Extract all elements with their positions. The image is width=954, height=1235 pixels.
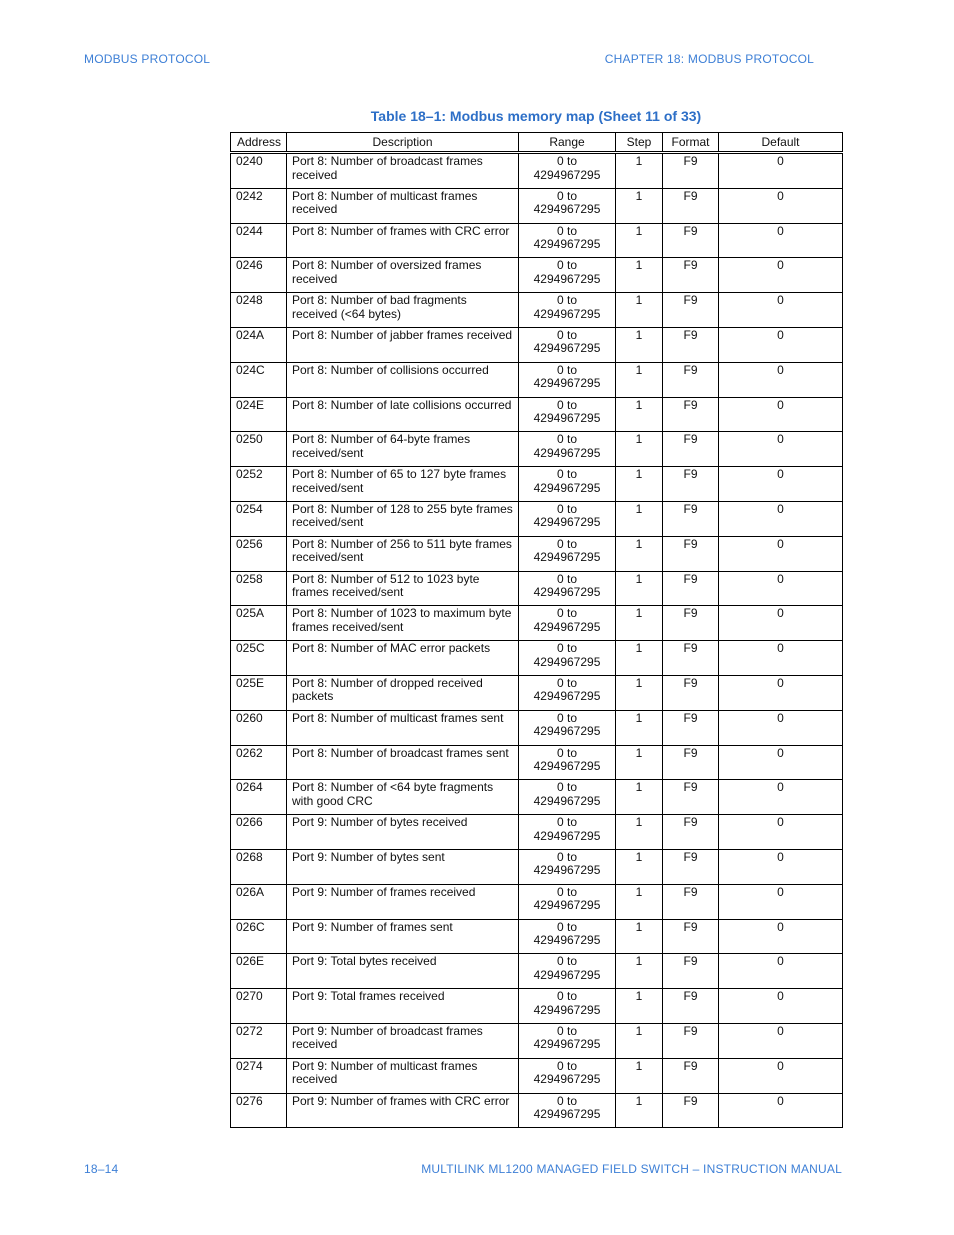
table-row [231, 745, 843, 780]
cell-range: 0 to 4294967295 [519, 606, 616, 641]
cell-description: Port 8: Number of 128 to 255 byte frames received/sent [287, 501, 519, 536]
cell-address: 026A [231, 884, 287, 919]
cell-range: 0 to 4294967295 [519, 989, 616, 1024]
table-row [231, 919, 843, 954]
cell-default: 0 [719, 223, 843, 258]
cell-step: 1 [616, 780, 663, 815]
table-header-row [231, 133, 843, 153]
cell-default: 0 [719, 815, 843, 850]
cell-range: 0 to 4294967295 [519, 258, 616, 293]
cell-default: 0 [719, 397, 843, 432]
cell-range: 0 to 4294967295 [519, 536, 616, 571]
cell-address: 0262 [231, 745, 287, 780]
cell-range: 0 to 4294967295 [519, 571, 616, 606]
cell-step: 1 [616, 188, 663, 223]
cell-range: 0 to 4294967295 [519, 362, 616, 397]
cell-default: 0 [719, 1023, 843, 1058]
cell-step: 1 [616, 223, 663, 258]
cell-range: 0 to 4294967295 [519, 293, 616, 328]
cell-address: 0272 [231, 1023, 287, 1058]
modbus-memory-map-table [230, 132, 843, 1128]
running-header-right: CHAPTER 18: MODBUS PROTOCOL [604, 52, 814, 66]
cell-range: 0 to 4294967295 [519, 501, 616, 536]
cell-range: 0 to 4294967295 [519, 1023, 616, 1058]
cell-format: F9 [663, 223, 719, 258]
cell-address: 0256 [231, 536, 287, 571]
table-row [231, 397, 843, 432]
cell-description: Port 8: Number of multicast frames received [287, 188, 519, 223]
cell-description: Port 8: Number of 256 to 511 byte frames received/sent [287, 536, 519, 571]
cell-address: 0244 [231, 223, 287, 258]
cell-address: 0250 [231, 432, 287, 467]
table-row [231, 780, 843, 815]
cell-description: Port 8: Number of bad fragments received (<64 bytes) [287, 293, 519, 328]
cell-default: 0 [719, 989, 843, 1024]
cell-address: 0242 [231, 188, 287, 223]
table-row [231, 1093, 843, 1128]
cell-description: Port 9: Number of bytes sent [287, 849, 519, 884]
cell-step: 1 [616, 571, 663, 606]
table-row [231, 467, 843, 502]
cell-step: 1 [616, 1023, 663, 1058]
cell-step: 1 [616, 989, 663, 1024]
cell-default: 0 [719, 467, 843, 502]
cell-step: 1 [616, 153, 663, 189]
cell-step: 1 [616, 849, 663, 884]
cell-range: 0 to 4294967295 [519, 223, 616, 258]
cell-description: Port 8: Number of collisions occurred [287, 362, 519, 397]
table-caption: Table 18–1: Modbus memory map (Sheet 11 of 33) [370, 108, 702, 124]
table-row [231, 641, 843, 676]
cell-address: 025E [231, 675, 287, 710]
cell-address: 025A [231, 606, 287, 641]
cell-default: 0 [719, 153, 843, 189]
cell-step: 1 [616, 293, 663, 328]
cell-default: 0 [719, 606, 843, 641]
cell-description: Port 9: Number of frames with CRC error [287, 1093, 519, 1128]
cell-format: F9 [663, 710, 719, 745]
cell-default: 0 [719, 536, 843, 571]
cell-default: 0 [719, 362, 843, 397]
page-number: 18–14 [84, 1162, 119, 1176]
cell-description: Port 8: Number of frames with CRC error [287, 223, 519, 258]
cell-range: 0 to 4294967295 [519, 884, 616, 919]
cell-range: 0 to 4294967295 [519, 780, 616, 815]
cell-step: 1 [616, 815, 663, 850]
cell-format: F9 [663, 989, 719, 1024]
cell-step: 1 [616, 641, 663, 676]
cell-format: F9 [663, 188, 719, 223]
table-row [231, 884, 843, 919]
cell-step: 1 [616, 362, 663, 397]
cell-description: Port 8: Number of dropped received packets [287, 675, 519, 710]
cell-default: 0 [719, 954, 843, 989]
cell-range: 0 to 4294967295 [519, 467, 616, 502]
cell-address: 024A [231, 327, 287, 362]
table-row [231, 536, 843, 571]
table-row [231, 293, 843, 328]
cell-format: F9 [663, 536, 719, 571]
cell-format: F9 [663, 849, 719, 884]
cell-description: Port 9: Number of multicast frames received [287, 1058, 519, 1093]
cell-default: 0 [719, 501, 843, 536]
cell-address: 026C [231, 919, 287, 954]
cell-step: 1 [616, 606, 663, 641]
cell-default: 0 [719, 745, 843, 780]
cell-format: F9 [663, 641, 719, 676]
column-header-address: Address [231, 133, 287, 153]
cell-address: 024E [231, 397, 287, 432]
column-header-default: Default [719, 133, 843, 153]
cell-step: 1 [616, 710, 663, 745]
table-row [231, 362, 843, 397]
cell-description: Port 8: Number of late collisions occurred [287, 397, 519, 432]
cell-format: F9 [663, 1023, 719, 1058]
cell-address: 0264 [231, 780, 287, 815]
cell-default: 0 [719, 571, 843, 606]
table-row [231, 815, 843, 850]
cell-format: F9 [663, 327, 719, 362]
manual-title: MULTILINK ML1200 MANAGED FIELD SWITCH – INSTRUCTION MANUAL [421, 1162, 842, 1176]
cell-address: 025C [231, 641, 287, 676]
column-header-range: Range [519, 133, 616, 153]
cell-format: F9 [663, 1058, 719, 1093]
cell-step: 1 [616, 1093, 663, 1128]
cell-step: 1 [616, 745, 663, 780]
cell-format: F9 [663, 745, 719, 780]
cell-description: Port 8: Number of 512 to 1023 byte frames received/sent [287, 571, 519, 606]
cell-step: 1 [616, 919, 663, 954]
column-header-description: Description [287, 133, 519, 153]
cell-format: F9 [663, 919, 719, 954]
cell-address: 0266 [231, 815, 287, 850]
cell-address: 0246 [231, 258, 287, 293]
cell-address: 0254 [231, 501, 287, 536]
cell-description: Port 8: Number of broadcast frames sent [287, 745, 519, 780]
cell-default: 0 [719, 884, 843, 919]
cell-format: F9 [663, 432, 719, 467]
cell-default: 0 [719, 293, 843, 328]
cell-description: Port 8: Number of MAC error packets [287, 641, 519, 676]
cell-format: F9 [663, 606, 719, 641]
cell-range: 0 to 4294967295 [519, 327, 616, 362]
cell-range: 0 to 4294967295 [519, 432, 616, 467]
table-row [231, 327, 843, 362]
cell-format: F9 [663, 501, 719, 536]
cell-step: 1 [616, 884, 663, 919]
cell-description: Port 9: Number of frames received [287, 884, 519, 919]
column-header-format: Format [663, 133, 719, 153]
table-row [231, 1058, 843, 1093]
cell-step: 1 [616, 536, 663, 571]
table-row [231, 223, 843, 258]
cell-description: Port 9: Number of broadcast frames received [287, 1023, 519, 1058]
cell-range: 0 to 4294967295 [519, 849, 616, 884]
cell-step: 1 [616, 1058, 663, 1093]
cell-default: 0 [719, 188, 843, 223]
cell-description: Port 9: Number of frames sent [287, 919, 519, 954]
cell-default: 0 [719, 1058, 843, 1093]
cell-description: Port 8: Number of <64 byte fragments with good CRC [287, 780, 519, 815]
table-row [231, 954, 843, 989]
cell-description: Port 9: Total bytes received [287, 954, 519, 989]
cell-address: 0252 [231, 467, 287, 502]
cell-address: 0258 [231, 571, 287, 606]
cell-range: 0 to 4294967295 [519, 153, 616, 189]
cell-range: 0 to 4294967295 [519, 1058, 616, 1093]
table-row [231, 675, 843, 710]
table-body [231, 153, 843, 1128]
cell-format: F9 [663, 362, 719, 397]
column-header-step: Step [616, 133, 663, 153]
cell-step: 1 [616, 954, 663, 989]
table-row [231, 501, 843, 536]
cell-range: 0 to 4294967295 [519, 397, 616, 432]
cell-format: F9 [663, 571, 719, 606]
cell-default: 0 [719, 432, 843, 467]
cell-format: F9 [663, 467, 719, 502]
cell-range: 0 to 4294967295 [519, 675, 616, 710]
cell-address: 0268 [231, 849, 287, 884]
cell-format: F9 [663, 293, 719, 328]
cell-default: 0 [719, 849, 843, 884]
cell-step: 1 [616, 467, 663, 502]
cell-description: Port 8: Number of jabber frames received [287, 327, 519, 362]
table-row [231, 188, 843, 223]
cell-default: 0 [719, 1093, 843, 1128]
cell-step: 1 [616, 397, 663, 432]
cell-default: 0 [719, 641, 843, 676]
table-row [231, 849, 843, 884]
table-row [231, 571, 843, 606]
table-row [231, 989, 843, 1024]
cell-step: 1 [616, 501, 663, 536]
cell-description: Port 8: Number of oversized frames received [287, 258, 519, 293]
cell-range: 0 to 4294967295 [519, 641, 616, 676]
running-header-left: MODBUS PROTOCOL [84, 52, 211, 66]
cell-address: 0240 [231, 153, 287, 189]
cell-description: Port 9: Number of bytes received [287, 815, 519, 850]
cell-address: 0270 [231, 989, 287, 1024]
cell-description: Port 9: Total frames received [287, 989, 519, 1024]
cell-format: F9 [663, 675, 719, 710]
cell-step: 1 [616, 327, 663, 362]
cell-address: 0276 [231, 1093, 287, 1128]
cell-step: 1 [616, 432, 663, 467]
cell-description: Port 8: Number of 1023 to maximum byte frames received/sent [287, 606, 519, 641]
cell-description: Port 8: Number of 64-byte frames received/sent [287, 432, 519, 467]
cell-default: 0 [719, 675, 843, 710]
cell-address: 024C [231, 362, 287, 397]
cell-address: 026E [231, 954, 287, 989]
cell-format: F9 [663, 780, 719, 815]
cell-default: 0 [719, 710, 843, 745]
cell-range: 0 to 4294967295 [519, 954, 616, 989]
cell-format: F9 [663, 954, 719, 989]
table-row [231, 258, 843, 293]
cell-step: 1 [616, 258, 663, 293]
cell-description: Port 8: Number of broadcast frames received [287, 153, 519, 189]
cell-default: 0 [719, 919, 843, 954]
cell-format: F9 [663, 884, 719, 919]
cell-default: 0 [719, 780, 843, 815]
cell-range: 0 to 4294967295 [519, 745, 616, 780]
cell-description: Port 8: Number of multicast frames sent [287, 710, 519, 745]
cell-format: F9 [663, 815, 719, 850]
cell-range: 0 to 4294967295 [519, 815, 616, 850]
cell-description: Port 8: Number of 65 to 127 byte frames received/sent [287, 467, 519, 502]
table-row [231, 606, 843, 641]
table-row [231, 1023, 843, 1058]
table-row [231, 710, 843, 745]
table-row [231, 432, 843, 467]
cell-format: F9 [663, 153, 719, 189]
cell-range: 0 to 4294967295 [519, 1093, 616, 1128]
cell-format: F9 [663, 258, 719, 293]
cell-step: 1 [616, 675, 663, 710]
cell-range: 0 to 4294967295 [519, 188, 616, 223]
cell-default: 0 [719, 258, 843, 293]
table-row [231, 153, 843, 189]
cell-range: 0 to 4294967295 [519, 710, 616, 745]
cell-address: 0274 [231, 1058, 287, 1093]
cell-format: F9 [663, 397, 719, 432]
cell-default: 0 [719, 327, 843, 362]
cell-range: 0 to 4294967295 [519, 919, 616, 954]
cell-address: 0248 [231, 293, 287, 328]
cell-format: F9 [663, 1093, 719, 1128]
cell-address: 0260 [231, 710, 287, 745]
